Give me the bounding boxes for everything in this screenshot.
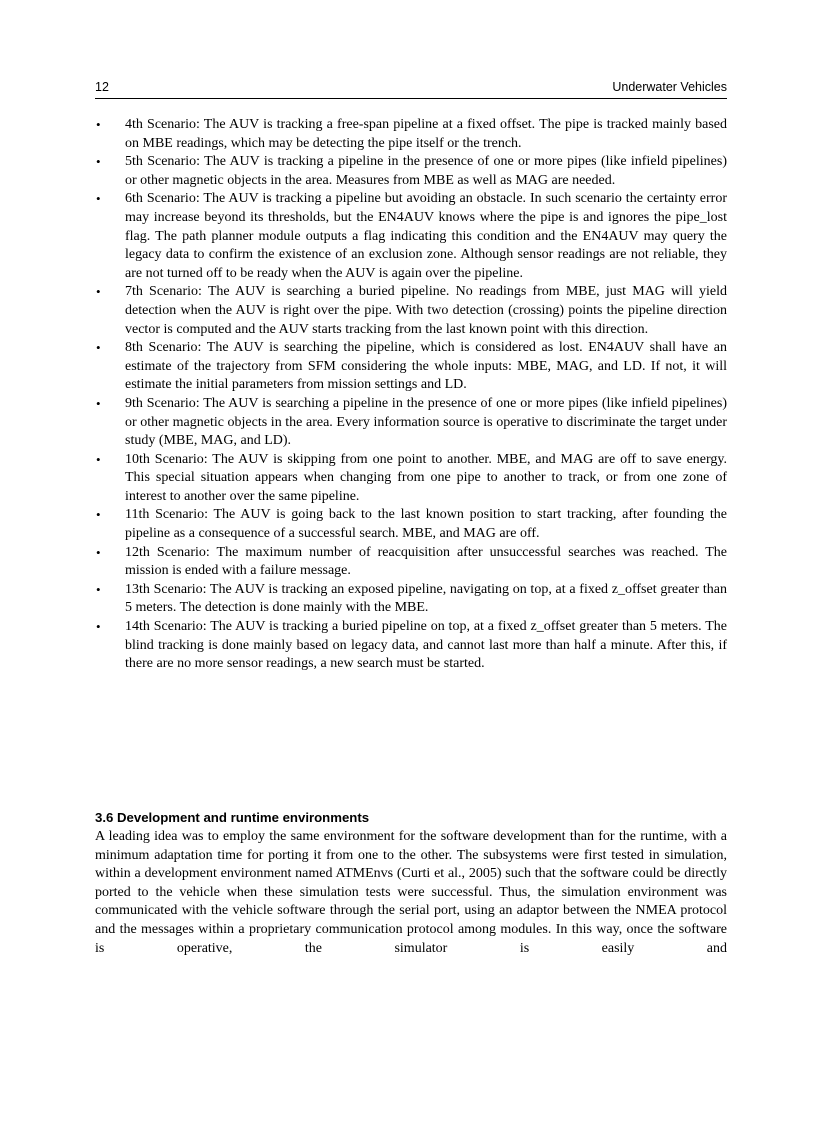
scenario-text: 10th Scenario: The AUV is skipping from one point to another. MBE, and MAG are off to save energy. This special situation appears when changing from one pipe to another to track, or from one zone of interest to another over the same pipeline. xyxy=(125,451,727,504)
bullet-icon: • xyxy=(96,619,101,635)
bullet-icon: • xyxy=(96,451,101,467)
scenario-text: 5th Scenario: The AUV is tracking a pipeline in the presence of one or more pipes (like infield pipelines) or other magnetic objects in the area. Measures from MBE as well as MAG are needed. xyxy=(125,154,727,188)
list-item xyxy=(95,451,727,507)
bullet-icon: • xyxy=(96,191,101,207)
list-item xyxy=(95,153,727,190)
scenario-text: 7th Scenario: The AUV is searching a buried pipeline. No readings from MBE, just MAG will yield detection when the AUV is right over the pipe. With two detection (crossing) points the pipeline direction vector is computed and the AUV starts tracking from the last known point with this direction. xyxy=(125,284,727,337)
list-item xyxy=(95,190,727,283)
list-item xyxy=(95,544,727,581)
scenario-text: 14th Scenario: The AUV is tracking a buried pipeline on top, at a fixed z_offset greater than 5 meters. The blind tracking is done mainly based on legacy data, and cannot last more than half a minute. After this, if there are no more sensor readings, a new search must be started. xyxy=(125,619,727,672)
scenario-list xyxy=(95,116,727,674)
running-title: Underwater Vehicles xyxy=(612,80,727,94)
scenario-text: 12th Scenario: The maximum number of reacquisition after unsuccessful searches was reached. The mission is ended with a failure message. xyxy=(125,544,727,579)
page-number: 12 xyxy=(95,80,109,94)
bullet-icon: • xyxy=(96,117,101,132)
section-paragraph: A leading idea was to employ the same environment for the software development than for the runtime, with a minimum adaptation time for porting it from one to the other. The subsystems were first tested in simulation, within a development environment named ATMEnvs (Curti et al., 2005) such that the software could be directly ported to the vehicle when these simulation tests were successful. Thus, the simulation environment was communicated with the vehicle software through the serial port, using an adaptor between the NMEA protocol and the messages within a proprietary communication protocol among modules. In this way, once the software is operative, the simulator is easily and xyxy=(95,829,727,956)
list-item xyxy=(95,395,727,451)
list-item xyxy=(95,339,727,395)
scenario-text: 8th Scenario: The AUV is searching the pipeline, which is considered as lost. EN4AUV shall have an estimate of the trajectory from SFM considering the whole inputs: MBE, MAG, and LD. If not, it will estimate the initial parameters from mission settings and LD. xyxy=(125,340,727,393)
bullet-icon: • xyxy=(96,507,101,523)
scenario-text: 9th Scenario: The AUV is searching a pipeline in the presence of one or more pipes (like infield pipelines) or other magnetic objects in the area. Every information source is operative to discriminate the target under study (MBE, MAG, and LD). xyxy=(125,395,727,449)
bullet-icon: • xyxy=(96,284,101,300)
list-item xyxy=(95,581,727,618)
page-header xyxy=(95,79,727,99)
list-item xyxy=(95,283,727,339)
bullet-icon: • xyxy=(96,544,101,560)
list-item xyxy=(95,116,727,153)
bullet-icon: • xyxy=(96,340,101,356)
list-item xyxy=(95,618,727,674)
scenario-text: 6th Scenario: The AUV is tracking a pipeline but avoiding an obstacle. In such scenario the certainty error may increase beyond its thresholds, but the EN4AUV knows where the pipe is and ignores the pipe_lost flag. The path planner module outputs a flag indicating this condition and the EN4AUV may query the legacy data to confirm the existence of an exclusion zone. Although sensor readings are not reliable, they are not turned off to be ready when the AUV is again over the pipeline. xyxy=(125,191,727,281)
section-heading: 3.6 Development and runtime environments xyxy=(95,810,370,825)
bullet-icon: • xyxy=(96,581,101,597)
bullet-icon: • xyxy=(96,395,101,411)
bullet-icon: • xyxy=(96,154,101,170)
list-item xyxy=(95,506,727,543)
scenario-text: 13th Scenario: The AUV is tracking an exposed pipeline, navigating on top, at a fixed z_offset greater than 5 meters. The detection is done mainly with the MBE. xyxy=(125,581,727,616)
scenario-text: 4th Scenario: The AUV is tracking a free-span pipeline at a fixed offset. The pipe is tracked mainly based on MBE readings, which may be detecting the pipe itself or the trench. xyxy=(125,117,727,151)
scenario-text: 11th Scenario: The AUV is going back to the last known position to start tracking, after founding the pipeline as a consequence of a successful search. MBE, and MAG are off. xyxy=(125,507,727,542)
